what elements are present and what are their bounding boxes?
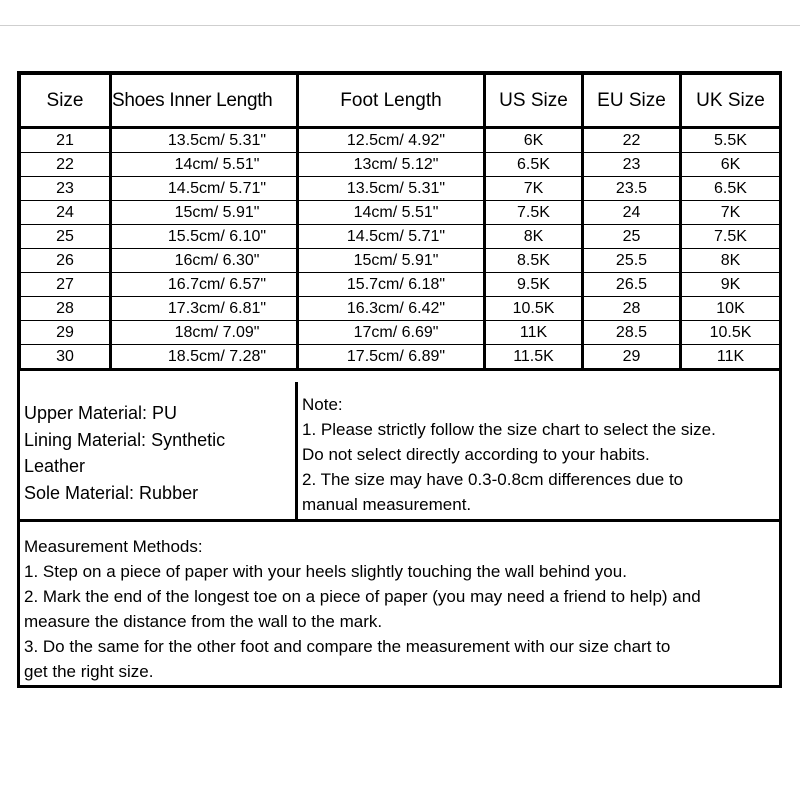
note-line: 2. The size may have 0.3-0.8cm differences due to: [302, 470, 684, 489]
measurement-line: 3. Do the same for the other foot and compare the measurement with our size chart to: [24, 637, 671, 656]
table-row: [21, 225, 780, 249]
cell-uk-size: 5.5K: [681, 128, 780, 153]
table-row: [21, 249, 780, 273]
size-chart-sheet: [17, 71, 782, 688]
upper-material-text: Upper Material: PU: [24, 403, 178, 423]
cell-eu-size: 23: [583, 153, 681, 177]
cell-eu-size: 24: [583, 201, 681, 225]
measurement-line: 1. Step on a piece of paper with your heels slightly touching the wall behind you.: [24, 562, 627, 581]
table-row: [21, 321, 780, 345]
cell-inner-length: 13.5cm/ 5.31": [111, 128, 298, 153]
cell-inner-length: 16.7cm/ 6.57": [111, 273, 298, 297]
table-row: [21, 297, 780, 321]
cell-inner-length: 15.5cm/ 6.10": [111, 225, 298, 249]
cell-foot-length: 13.5cm/ 5.31": [298, 177, 485, 201]
cell-size: 27: [21, 273, 111, 297]
table-header-row: [21, 75, 780, 128]
header-eu-size: EU Size: [583, 75, 681, 128]
cell-us-size: 7K: [485, 177, 583, 201]
cell-inner-length: 15cm/ 5.91": [111, 201, 298, 225]
cell-us-size: 9.5K: [485, 273, 583, 297]
cell-uk-size: 9K: [681, 273, 780, 297]
cell-us-size: 8.5K: [485, 249, 583, 273]
header-us-size: US Size: [485, 75, 583, 128]
top-divider-line: [0, 25, 800, 26]
cell-us-size: 6.5K: [485, 153, 583, 177]
cell-foot-length: 15cm/ 5.91": [298, 249, 485, 273]
cell-inner-length: 14cm/ 5.51": [111, 153, 298, 177]
cell-eu-size: 26.5: [583, 273, 681, 297]
cell-us-size: 6K: [485, 128, 583, 153]
cell-inner-length: 16cm/ 6.30": [111, 249, 298, 273]
cell-uk-size: 6K: [681, 153, 780, 177]
note-line: 1. Please strictly follow the size chart to select the size.: [302, 420, 716, 439]
note-title: Note:: [302, 395, 343, 414]
cell-eu-size: 22: [583, 128, 681, 153]
cell-eu-size: 28: [583, 297, 681, 321]
cell-uk-size: 10K: [681, 297, 780, 321]
header-size: Size: [21, 75, 111, 128]
measurement-title: Measurement Methods:: [24, 537, 203, 556]
cell-eu-size: 25: [583, 225, 681, 249]
cell-inner-length: 14.5cm/ 5.71": [111, 177, 298, 201]
cell-size: 25: [21, 225, 111, 249]
cell-size: 22: [21, 153, 111, 177]
cell-foot-length: 12.5cm/ 4.92": [298, 128, 485, 153]
cell-foot-length: 17cm/ 6.69": [298, 321, 485, 345]
cell-inner-length: 18cm/ 7.09": [111, 321, 298, 345]
cell-uk-size: 7K: [681, 201, 780, 225]
cell-foot-length: 13cm/ 5.12": [298, 153, 485, 177]
lining-material-text: Lining Material: Synthetic: [24, 429, 226, 450]
cell-foot-length: 14cm/ 5.51": [298, 201, 485, 225]
cell-size: 29: [21, 321, 111, 345]
table-row: [21, 345, 780, 370]
table-row: [21, 177, 780, 201]
cell-foot-length: 17.5cm/ 6.89": [298, 345, 485, 370]
header-foot-length: Foot Length: [298, 75, 485, 128]
cell-uk-size: 7.5K: [681, 225, 780, 249]
cell-inner-length: 18.5cm/ 7.28": [111, 345, 298, 370]
header-uk-size: UK Size: [681, 75, 780, 128]
cell-foot-length: 14.5cm/ 5.71": [298, 225, 485, 249]
cell-us-size: 11K: [485, 321, 583, 345]
table-row: [21, 201, 780, 225]
sole-material-text: Sole Material: Rubber: [24, 482, 199, 503]
cell-us-size: 11.5K: [485, 345, 583, 370]
note-panel: [298, 382, 779, 519]
measurement-line: 2. Mark the end of the longest toe on a piece of paper (you may need a friend to help) and: [24, 587, 701, 606]
cell-foot-length: 16.3cm/ 6.42": [298, 297, 485, 321]
measurement-methods-panel: [20, 522, 779, 684]
info-section: [20, 382, 779, 522]
cell-size: 26: [21, 249, 111, 273]
cell-inner-length: 17.3cm/ 6.81": [111, 297, 298, 321]
cell-uk-size: 10.5K: [681, 321, 780, 345]
cell-eu-size: 28.5: [583, 321, 681, 345]
measurement-line: get the right size.: [24, 662, 154, 681]
cell-us-size: 10.5K: [485, 297, 583, 321]
table-row: [21, 153, 780, 177]
cell-eu-size: 29: [583, 345, 681, 370]
cell-size: 28: [21, 297, 111, 321]
cell-foot-length: 15.7cm/ 6.18": [298, 273, 485, 297]
cell-size: 21: [21, 128, 111, 153]
note-line: Do not select directly according to your habits.: [302, 445, 650, 464]
cell-size: 30: [21, 345, 111, 370]
cell-uk-size: 11K: [681, 345, 780, 370]
cell-uk-size: 8K: [681, 249, 780, 273]
cell-size: 24: [21, 201, 111, 225]
cell-size: 23: [21, 177, 111, 201]
materials-panel: [20, 382, 298, 519]
cell-us-size: 8K: [485, 225, 583, 249]
cell-eu-size: 23.5: [583, 177, 681, 201]
measurement-line: measure the distance from the wall to the mark.: [24, 612, 383, 631]
cell-eu-size: 25.5: [583, 249, 681, 273]
cell-uk-size: 6.5K: [681, 177, 780, 201]
table-row: [21, 273, 780, 297]
header-shoes-inner-length: Shoes Inner Length: [111, 75, 298, 128]
note-line: manual measurement.: [302, 495, 472, 514]
lining-material-text-cont: Leather: [24, 456, 86, 476]
size-chart-table: [20, 74, 780, 371]
cell-us-size: 7.5K: [485, 201, 583, 225]
table-row: [21, 128, 780, 153]
